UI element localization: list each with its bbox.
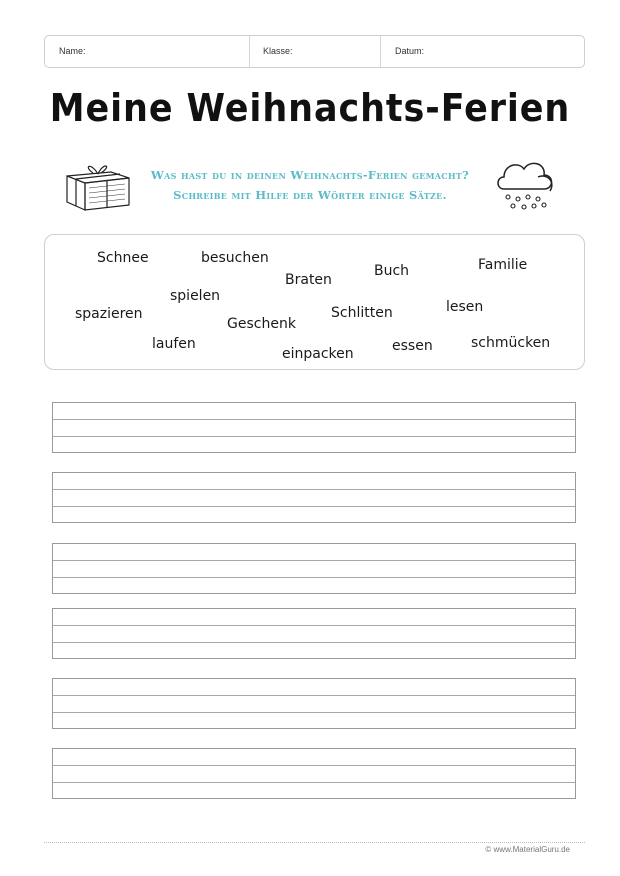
writing-lines[interactable]	[52, 748, 576, 799]
writing-lines[interactable]	[52, 543, 576, 594]
writing-lines[interactable]	[52, 608, 576, 659]
name-label: Name:	[59, 46, 86, 56]
divider	[249, 36, 250, 67]
word-item: spielen	[170, 288, 221, 304]
class-label: Klasse:	[263, 46, 293, 56]
word-item: Braten	[285, 272, 332, 288]
writing-lines[interactable]	[52, 472, 576, 523]
word-item: einpacken	[282, 346, 354, 362]
date-label: Datum:	[395, 46, 425, 56]
gift-icon	[63, 160, 131, 212]
snow-cloud-icon	[494, 155, 558, 213]
word-item: Schnee	[97, 250, 149, 266]
footer-copyright: © www.MaterialGuru.de	[485, 845, 570, 854]
word-item: spazieren	[75, 306, 143, 322]
word-item: Buch	[374, 263, 410, 279]
writing-lines[interactable]	[52, 402, 576, 453]
word-bank	[44, 234, 585, 370]
word-item: Geschenk	[227, 316, 296, 332]
instruction-line-2: Schreibe mit Hilfe der Wörter einige Sätze.	[173, 188, 447, 202]
instruction-line-1: Was hast du in deinen Weihnachts-Ferien gemacht?	[150, 168, 470, 182]
word-item: Schlitten	[331, 305, 393, 321]
footer-divider	[44, 842, 585, 843]
writing-lines[interactable]	[52, 678, 576, 729]
word-item: lesen	[446, 299, 484, 315]
divider	[380, 36, 381, 67]
word-item: schmücken	[471, 335, 551, 351]
word-item: essen	[392, 338, 433, 354]
word-item: laufen	[152, 336, 196, 352]
word-item: besuchen	[201, 250, 269, 266]
instructions	[140, 165, 480, 205]
word-item: Familie	[478, 257, 528, 273]
header-info-box	[44, 35, 585, 68]
page-title: Meine Weihnachts-Ferien	[49, 86, 571, 130]
